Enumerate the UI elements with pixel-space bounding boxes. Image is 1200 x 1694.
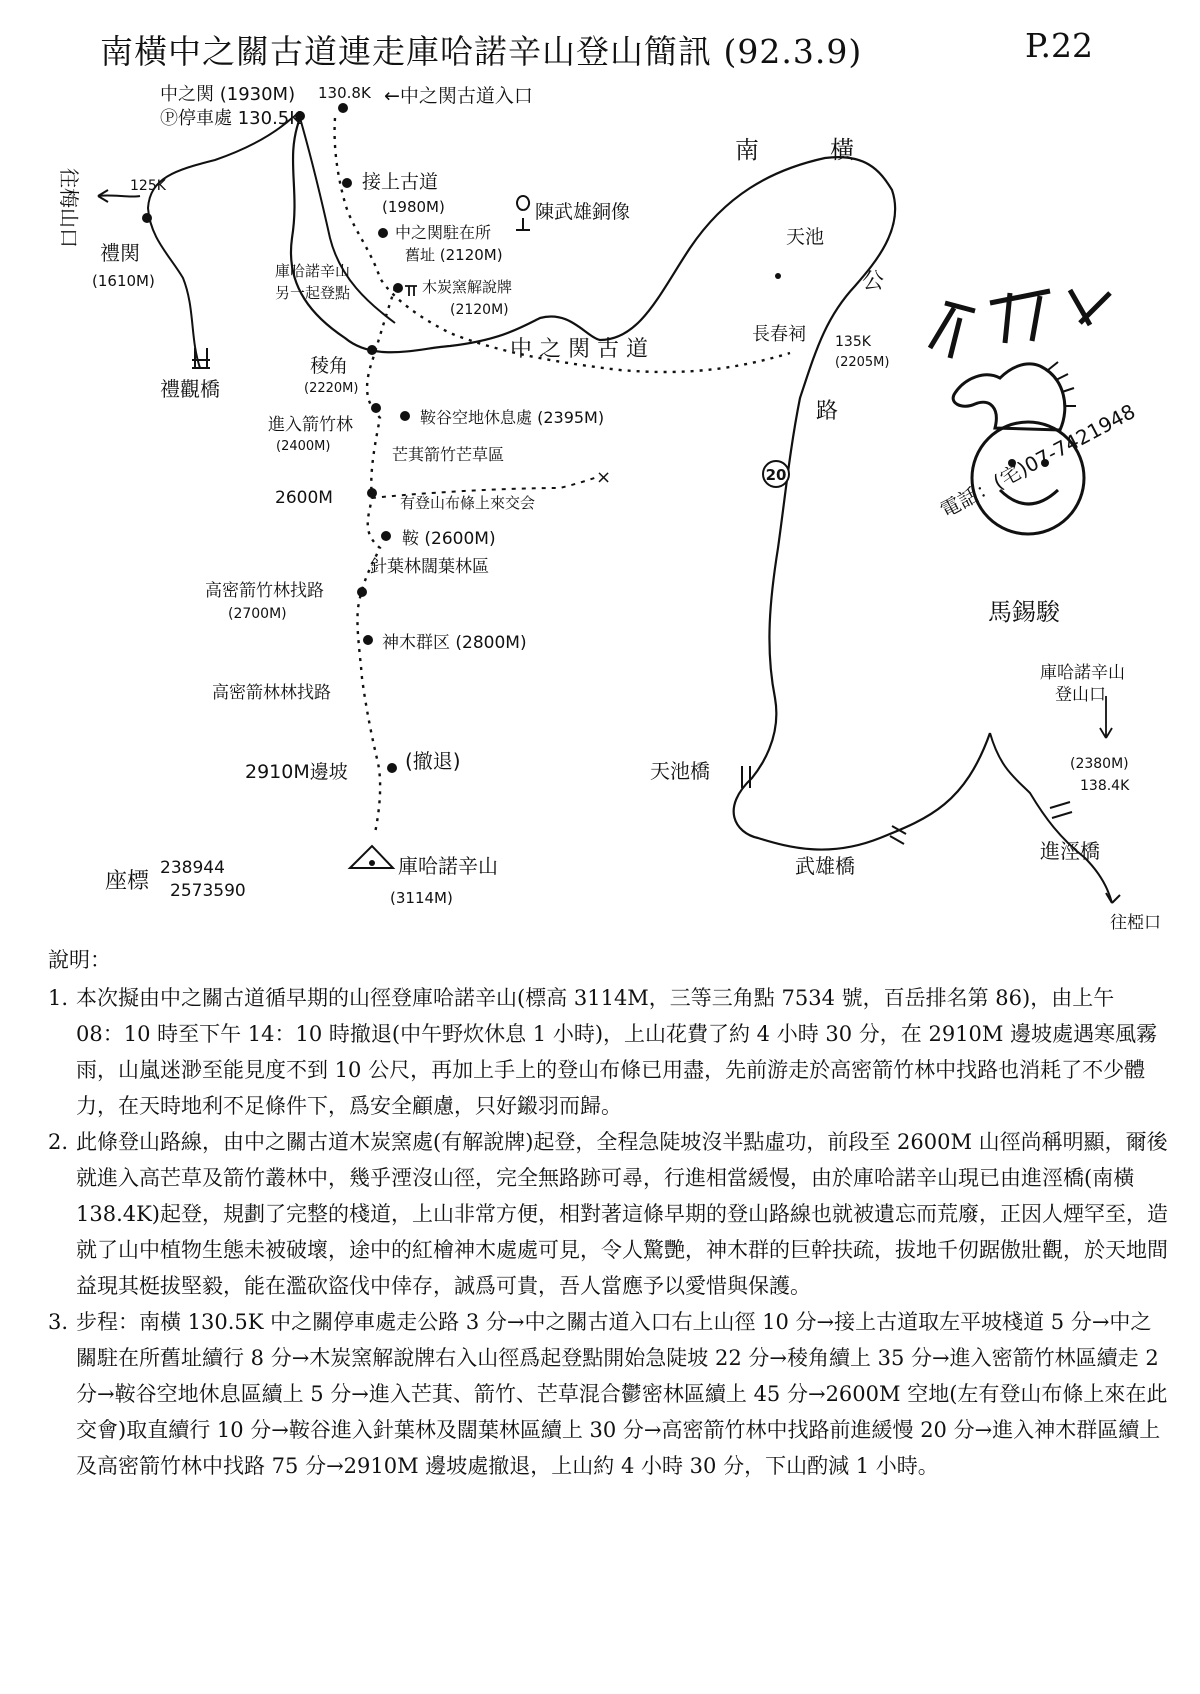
stamp-name: 馬錫駿 bbox=[988, 598, 1060, 626]
waypoint-liguan bbox=[142, 213, 152, 223]
label-giant-trees: 神木群区 (2800M) bbox=[382, 633, 527, 653]
label-dense-bamboo-2: 高密箭林林找路 bbox=[212, 683, 331, 703]
label-ribbon-note: 有登山布條上來交会 bbox=[400, 494, 536, 512]
label-to-yakou: 往椏口 bbox=[1110, 913, 1161, 933]
author-stamp bbox=[930, 290, 1139, 626]
page-number: P.22 bbox=[1025, 26, 1093, 65]
label-station-site-2: 舊址 (2120M) bbox=[405, 246, 503, 264]
waypoint-saddle-rest bbox=[400, 411, 410, 421]
note-number: 1. bbox=[48, 986, 69, 1010]
explanation-notes bbox=[48, 942, 1168, 1484]
label-coords-x: 238944 bbox=[160, 858, 225, 878]
note-text: 步程：南橫 130.5K 中之關停車處走公路 3 分→中之關古道入口右上山徑 10 分→接上古道取左平坡棧道 5 分→中之關駐在所舊址續行 8 分→木炭窯解說牌右入山徑爲起登點開始急陡坡 22 分→稜角續上 35 分→進入密箭竹林區續走 2 分→鞍谷空地休息區續上 5 分→進入芒萁、箭竹、芒草混合鬱密林區續上 45 分→2600M 空地(左有登山布條上來在此交會)取直續行 10 分→鞍谷進入針葉林及闊葉林區續上 30 分→高密箭竹林中找路前進緩慢 20 分→進入神木群區續上及高密箭竹林中找路 75 分→2910M 邊坡處撤退，上山約 4 小時 30 分，下山酌減 1 小時。 bbox=[76, 1310, 1168, 1478]
shrine-icon bbox=[405, 286, 417, 296]
label-coords: 座標 bbox=[105, 869, 150, 894]
label-retreat: (撤退) bbox=[405, 749, 461, 773]
label-saddle: 鞍 (2600M) bbox=[402, 529, 496, 549]
route-map-svg bbox=[0, 78, 1200, 940]
label-trailhead: 庫哈諾辛山 bbox=[1040, 663, 1125, 683]
notes-heading: 說明： bbox=[48, 948, 111, 972]
waypoint-saddle bbox=[381, 531, 391, 541]
label-dense-bamboo-elev: (2700M) bbox=[228, 606, 287, 622]
waypoint-join-trail bbox=[342, 178, 352, 188]
note-text: 本次擬由中之關古道循早期的山徑登庫哈諾辛山(標高 3114M，三等三角點 7534 號，百岳排名第 86)，由上午 08：10 時至下午 14：10 時撤退(中午野炊休息 1 小時)，上山花費了約 4 小時 30 分，在 2910M 邊坡處遇寒風霧雨，山嵐迷渺至能見度不到 10 公尺，再加上手上的登山布條已用盡，先前游走於高密箭竹林中找路也消耗了不少體力，在天時地利不足條件下，爲安全顧慮，只好鎩羽而歸。 bbox=[76, 986, 1158, 1118]
label-k135: 135K bbox=[835, 334, 871, 350]
label-to-meishan: 往梅山口 bbox=[57, 168, 81, 248]
label-trail-entrance: ←中之関古道入口 bbox=[384, 85, 533, 107]
waypoint-tianchi bbox=[775, 273, 781, 279]
label-zhongzhiguan: 中之関 (1930M) bbox=[160, 84, 296, 105]
highway-label-char: 公 bbox=[862, 269, 885, 294]
label-tianchi-bridge: 天池橋 bbox=[650, 759, 710, 783]
statue-icon bbox=[516, 196, 530, 230]
label-conifer: 針葉林闊葉林區 bbox=[370, 557, 489, 577]
stamp-logo-lettering bbox=[930, 290, 1110, 358]
note-item bbox=[48, 980, 1168, 1124]
label-saddle-rest: 鞍谷空地休息處 (2395M) bbox=[420, 408, 605, 427]
road-to-meishan bbox=[148, 118, 292, 368]
label-ridge: 稜角 bbox=[310, 355, 349, 377]
label-dense-bamboo: 高密箭竹林找路 bbox=[205, 581, 324, 601]
label-kiln: 木炭窯解說牌 bbox=[422, 278, 513, 296]
label-ridge-elev: (2220M) bbox=[304, 381, 359, 396]
label-kuhanuoxin-start-2: 另一起登點 bbox=[275, 284, 351, 302]
label-bamboo-entry-elev: (2400M) bbox=[276, 439, 331, 454]
jinjing-bridge-icon bbox=[1050, 802, 1072, 818]
waypoint-entrance bbox=[338, 103, 348, 113]
label-k1384: 138.4K bbox=[1080, 778, 1130, 794]
label-k125: 125K bbox=[130, 178, 166, 194]
label-kuhanuoxin-start: 庫哈諾辛山 bbox=[275, 262, 351, 280]
label-summit: 庫哈諾辛山 bbox=[398, 854, 498, 878]
waypoint-kiln bbox=[393, 283, 403, 293]
note-number: 3. bbox=[48, 1310, 69, 1334]
label-grass-zone: 芒萁箭竹芒草區 bbox=[392, 445, 505, 464]
label-tianchi: 天池 bbox=[786, 226, 825, 248]
note-item bbox=[48, 1124, 1168, 1304]
label-jinjing-bridge: 進涇橋 bbox=[1040, 839, 1100, 863]
highway-label-char: 南 bbox=[735, 136, 759, 164]
smiley-mouth-icon bbox=[1000, 490, 1058, 504]
waypoint-dense-bamboo bbox=[357, 587, 367, 597]
note-number: 2. bbox=[48, 1130, 69, 1154]
label-k135-elev: (2205M) bbox=[835, 355, 890, 370]
label-trailhead-elev: (2380M) bbox=[1070, 756, 1129, 772]
highway-number: 20 bbox=[765, 466, 787, 484]
waypoint-station-site bbox=[378, 228, 388, 238]
highway-label-char: 路 bbox=[816, 399, 839, 424]
header bbox=[0, 18, 1200, 78]
waypoint-2600m bbox=[367, 488, 377, 498]
road-to-meishan-2 bbox=[98, 195, 140, 196]
label-coords-y: 2573590 bbox=[170, 881, 246, 901]
label-trailhead-2: 登山口 bbox=[1055, 685, 1106, 705]
label-changchun: 長春祠 bbox=[752, 324, 806, 345]
junction-x-mark: × bbox=[596, 467, 612, 488]
arrow-to-yakou bbox=[1106, 893, 1120, 903]
waypoint-slope bbox=[387, 763, 397, 773]
label-summit-elev: (3114M) bbox=[390, 889, 453, 907]
route-map bbox=[0, 78, 1200, 940]
label-liguan-bridge: 禮觀橋 bbox=[160, 377, 220, 401]
waypoint-giant-trees bbox=[363, 635, 373, 645]
summit-marker-dot bbox=[369, 860, 375, 866]
waypoint-ridge bbox=[367, 345, 377, 355]
label-2600m: 2600M bbox=[275, 488, 333, 508]
note-text: 此條登山路線，由中之關古道木炭窯處(有解說牌)起登，全程急陡坡沒半點虛功，前段至 2600M 山徑尚稱明顯，爾後就進入高芒草及箭竹叢林中，幾乎湮沒山徑，完全無路跡可尋，行進相當緩慢，由於庫哈諾辛山現已由進涇橋(南橫 138.4K)起登，規劃了完整的棧道，上山非常方便，相對著這條早期的登山路線也就被遺忘而荒廢，正因人煙罕至，造就了山中植物生態未被破壞，途中的紅檜神木處處可見，令人驚艷，神木群的巨幹扶疏，拔地千仞踞傲壯觀，於天地間益現其梃拔堅毅，能在濫砍盜伐中倖存，誠爲可貴，吾人當應予以愛惜與保護。 bbox=[76, 1130, 1168, 1298]
label-kiln-elev: (2120M) bbox=[450, 302, 509, 318]
label-k1308: 130.8K bbox=[318, 84, 371, 102]
label-bamboo-entry: 進入箭竹林 bbox=[268, 415, 353, 435]
label-old-trail: 中 之 関 古 道 bbox=[510, 337, 648, 362]
label-liguan: 禮関 bbox=[100, 241, 140, 265]
stamp-phone: 電話：(宅)07-7421948 bbox=[936, 399, 1140, 523]
old-trail-path bbox=[335, 118, 790, 372]
horse-mane-icon bbox=[1048, 362, 1076, 406]
label-slope: 2910M邊坡 bbox=[245, 761, 348, 783]
label-join-old-trail-elev: (1980M) bbox=[382, 198, 445, 216]
waypoint-bamboo-entry bbox=[371, 403, 381, 413]
label-parking: Ⓟ停車處 130.5K bbox=[160, 108, 302, 129]
label-station-site: 中之関駐在所 bbox=[395, 223, 492, 242]
label-wuxiong-bridge: 武雄橋 bbox=[795, 854, 855, 878]
note-item bbox=[48, 1304, 1168, 1484]
label-statue: 陳武雄銅像 bbox=[535, 201, 631, 223]
liguan-bridge-icon bbox=[192, 348, 210, 368]
label-join-old-trail: 接上古道 bbox=[362, 171, 439, 193]
page-title: 南橫中之關古道連走庫哈諾辛山登山簡訊 (92.3.9) bbox=[100, 32, 863, 71]
highway-label-char: 橫 bbox=[830, 136, 854, 164]
label-liguan-elev: (1610M) bbox=[92, 272, 155, 290]
horse-icon bbox=[953, 364, 1065, 430]
